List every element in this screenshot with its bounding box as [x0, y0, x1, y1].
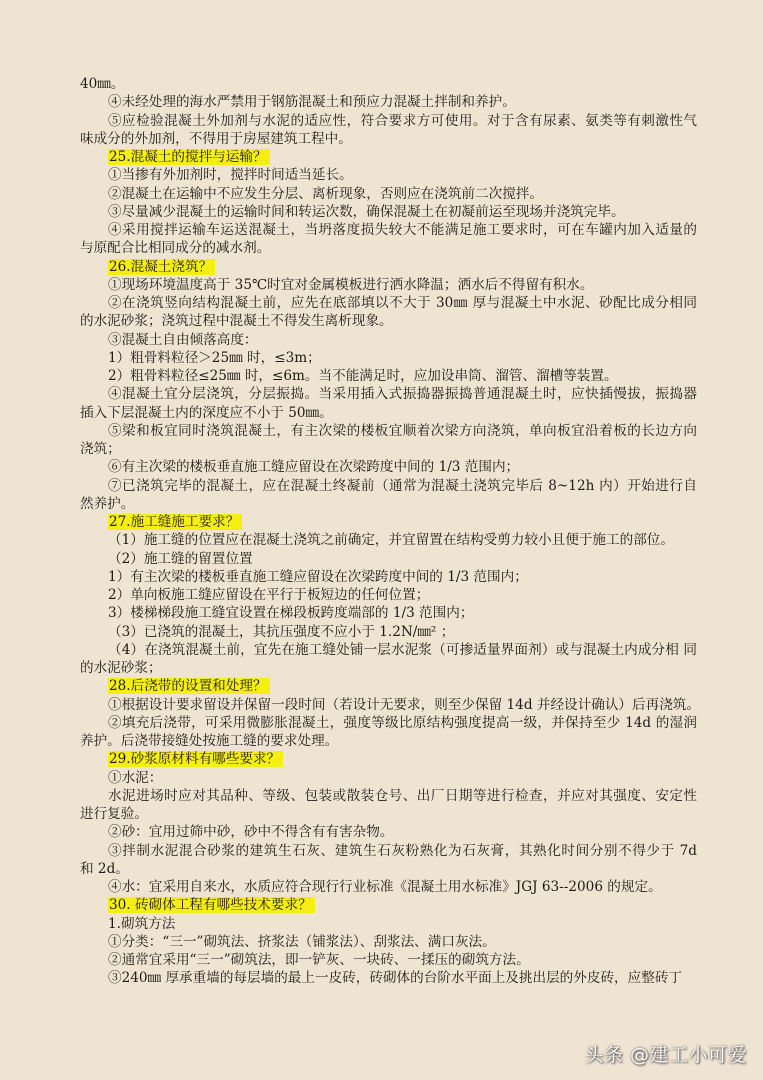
text-line	[80, 312, 697, 330]
paragraph	[80, 112, 697, 149]
line-text: ①根据设计要求留设并保留一段时间（若设计无要求，则至少保留 14d 并经设计确认）后再浇筑。	[108, 696, 700, 713]
paragraph	[80, 714, 697, 751]
line-text: 养护。后浇带接缝处按施工缝的要求处理。	[80, 733, 339, 749]
paragraph	[80, 385, 697, 422]
line-text: 3）楼梯梯段施工缝宜设置在梯段板跨度端部的 1/3 范围内；	[108, 605, 474, 622]
text-line	[80, 112, 697, 130]
line-text: ②填充后浇带，可采用微膨胀混凝土，强度等级比原结构强度提高一级，并保持至少 14d 的湿润	[108, 714, 697, 731]
text-line	[80, 276, 697, 294]
watermark: 头条 @建工小可爱	[584, 1044, 747, 1066]
text-line	[80, 641, 697, 659]
text-line	[80, 185, 697, 203]
text-line	[80, 258, 697, 276]
text-line	[80, 623, 697, 641]
line-text: 的水泥砂浆；浇筑过程中混凝土不得发生离析现象。	[80, 313, 393, 330]
section-heading	[80, 258, 697, 276]
heading-text: 26.混凝土浇筑？	[108, 259, 215, 275]
paragraph	[80, 878, 697, 896]
text-line	[80, 203, 697, 221]
line-text: ⑦已浇筑完毕的混凝土，应在混凝土终凝前（通常为混凝土浇筑完毕后 8~12h 内）开始进行自	[108, 477, 697, 494]
text-line	[80, 221, 697, 239]
line-text: 水泥进场时应对其品种、等级、包装或散装仓号、出厂日期等进行检查，并应对其强度、安定性	[108, 787, 697, 804]
paragraph	[80, 93, 697, 111]
paragraph	[80, 586, 697, 604]
line-text: ②在浇筑竖向结构混凝土前，应先在底部填以不大于 30㎜ 厚与混凝土中水泥、砂配比成分相同	[108, 295, 697, 311]
paragraph	[80, 951, 697, 969]
text-line	[80, 714, 697, 732]
text-line	[80, 732, 697, 750]
line-text: ①现场环境温度高于 35℃时宜对金属模板进行洒水降温；洒水后不得留有积水。	[108, 276, 594, 293]
line-text: ④水：宜采用自来水，水质应符合现行行业标准《混凝土用水标准》JGJ 63--2006 的规定。	[108, 879, 662, 895]
line-text: ③混凝土自由倾落高度：	[108, 331, 258, 348]
line-text: ⑤梁和板宜同时浇筑混凝土，有主次梁的楼板宜顺着次梁方向浇筑，单向板宜沿着板的长边方向	[108, 422, 697, 439]
text-line	[80, 477, 697, 495]
paragraph	[80, 623, 697, 641]
text-line	[80, 166, 697, 184]
paragraph	[80, 477, 697, 514]
section-heading	[80, 677, 697, 695]
paragraph	[80, 842, 697, 879]
line-text: 2）单向板施工缝应留设在平行于板短边的任何位置；	[108, 587, 430, 603]
text-line	[80, 823, 697, 841]
paragraph	[80, 531, 697, 549]
line-text: ②通常宜采用“三一”砌筑法，即一铲灰、一块砖、一揉压的砌筑方法。	[108, 952, 530, 968]
text-line	[80, 349, 697, 367]
paragraph	[80, 933, 697, 951]
line-text: （1）施工缝的位置应在混凝土浇筑之前确定，并宜留置在结构受剪力较小且便于施工的部位。	[108, 532, 674, 549]
paragraph	[80, 458, 697, 476]
line-text: 插入下层混凝土内的深度应不小于 50㎜。	[80, 404, 333, 421]
heading-text: 27.施工缝施工要求？	[108, 514, 242, 530]
document-body	[80, 75, 700, 988]
paragraph	[80, 604, 697, 622]
text-line	[80, 531, 697, 549]
text-line	[80, 933, 697, 951]
paragraph	[80, 915, 697, 933]
line-text: ⑤应检验混凝土外加剂与水泥的适应性，符合要求方可使用。对于含有尿素、氨类等有刺激性气	[108, 112, 697, 129]
text-line	[80, 385, 697, 403]
paragraph	[80, 769, 697, 787]
text-line	[80, 294, 697, 312]
text-line	[80, 860, 697, 878]
text-line	[80, 915, 697, 933]
text-line	[80, 331, 697, 349]
paragraph	[80, 367, 697, 385]
line-text: ③240㎜ 厚承重墙的每层墙的最上一皮砖，砖砌体的台阶水平面上及挑出层的外皮砖，应整砖丁	[108, 970, 683, 987]
line-text: 与原配合比相同成分的减水剂。	[80, 240, 271, 257]
line-text: ①分类：“三一”砌筑法、挤浆法（铺浆法）、刮浆法、满口灰法。	[108, 933, 496, 950]
heading-text: 28.后浇带的设置和处理？	[108, 678, 270, 694]
line-text: （3）已浇筑的混凝土，其抗压强度不应小于 1.2N/㎜² ；	[108, 623, 455, 640]
line-text: ④混凝土宜分层浇筑，分层振捣。当采用插入式振捣器振捣普通混凝土时，应快插慢拔，振捣器	[108, 386, 697, 403]
text-line	[80, 878, 697, 896]
text-line	[80, 805, 697, 823]
paragraph	[80, 349, 697, 367]
line-text: ①水泥：	[108, 769, 163, 786]
paragraph	[80, 823, 697, 841]
text-line	[80, 148, 697, 166]
paragraph	[80, 203, 697, 221]
text-line	[80, 367, 697, 385]
line-text: 1）有主次梁的楼板垂直施工缝应留设在次梁跨度中间的 1/3 范围内；	[108, 568, 528, 585]
line-text: ②混凝土在运输中不应发生分层、离析现象，否则应在浇筑前二次搅拌。	[108, 185, 543, 202]
heading-text: 29.砂浆原材料有哪些要求？	[108, 751, 283, 767]
line-text: ⑥有主次梁的楼板垂直施工缝应留设在次梁跨度中间的 1/3 范围内；	[108, 459, 520, 476]
line-text: 和 2d。	[80, 860, 129, 877]
text-line	[80, 495, 697, 513]
line-text: （4）在浇筑混凝土前，宜先在施工缝处铺一层水泥浆（可掺适量界面剂）或与混凝土内成分相 同	[108, 641, 697, 658]
line-text: ②砂：宜用过筛中砂，砂中不得含有有害杂物。	[108, 824, 394, 841]
line-text: 然养护。	[80, 495, 135, 512]
line-text: 浇筑；	[80, 441, 121, 457]
text-line	[80, 787, 697, 805]
line-text: 1）粗骨料粒径＞25㎜ 时，≤3m；	[108, 349, 321, 366]
paragraph	[80, 696, 700, 714]
paragraph	[80, 787, 697, 824]
heading-text: 30. 砖砌体工程有哪些技术要求？	[108, 897, 315, 913]
paragraph	[80, 568, 697, 586]
text-line	[80, 239, 697, 257]
paragraph	[80, 550, 697, 568]
text-line	[80, 93, 697, 111]
paragraph	[80, 969, 697, 987]
line-text: ①当掺有外加剂时，搅拌时间适当延长。	[108, 167, 353, 184]
text-line	[80, 842, 697, 860]
section-heading	[80, 148, 697, 166]
line-text: ④未经处理的海水严禁用于钢筋混凝土和预应力混凝土拌制和养护。	[108, 94, 516, 111]
line-text: 40㎜。	[80, 76, 125, 92]
text-line	[80, 896, 697, 914]
text-line	[80, 458, 697, 476]
text-line	[80, 586, 697, 604]
text-line	[80, 696, 700, 714]
text-line	[80, 75, 697, 93]
text-line	[80, 440, 697, 458]
line-text: 1.砌筑方法	[108, 915, 176, 932]
section-heading	[80, 513, 697, 531]
paragraph	[80, 166, 697, 184]
text-line	[80, 422, 697, 440]
text-line	[80, 604, 697, 622]
paragraph	[80, 221, 697, 258]
line-text: ③尽量减少混凝土的运输时间和转运次数，确保混凝土在初凝前运至现场并浇筑完毕。	[108, 203, 625, 220]
text-line	[80, 677, 697, 695]
text-line	[80, 568, 697, 586]
line-text: ④采用搅拌运输车运送混凝土，当坍落度损失较大不能满足施工要求时，可在车罐内加入适量的	[108, 222, 697, 238]
paragraph	[80, 294, 697, 331]
text-line	[80, 550, 697, 568]
line-text: （2）施工缝的留置位置	[108, 550, 253, 567]
line-text: 的水泥砂浆；	[80, 660, 162, 676]
paragraph	[80, 331, 697, 349]
paragraph	[80, 641, 697, 678]
paragraph	[80, 276, 697, 294]
heading-text: 25.混凝土的搅拌与运输？	[108, 149, 270, 165]
line-text: 2）粗骨料粒径≤25㎜ 时，≤6m。当不能满足时，应加设串筒、溜管、溜槽等装置。	[108, 368, 618, 384]
text-line	[80, 969, 697, 987]
line-text: ③拌制水泥混合砂浆的建筑生石灰、建筑生石灰粉熟化为石灰膏，其熟化时间分别不得少于 7d	[108, 842, 697, 859]
text-line	[80, 769, 697, 787]
section-heading	[80, 896, 697, 914]
text-line	[80, 513, 697, 531]
text-line	[80, 951, 697, 969]
line-text: 味成分的外加剂，不得用于房屋建筑工程中。	[80, 130, 352, 147]
line-text: 进行复验。	[80, 806, 148, 822]
text-line	[80, 404, 697, 422]
text-line	[80, 750, 697, 768]
section-heading	[80, 750, 697, 768]
text-line	[80, 130, 697, 148]
paragraph	[80, 185, 697, 203]
paragraph	[80, 75, 697, 93]
paragraph	[80, 422, 697, 459]
text-line	[80, 659, 697, 677]
